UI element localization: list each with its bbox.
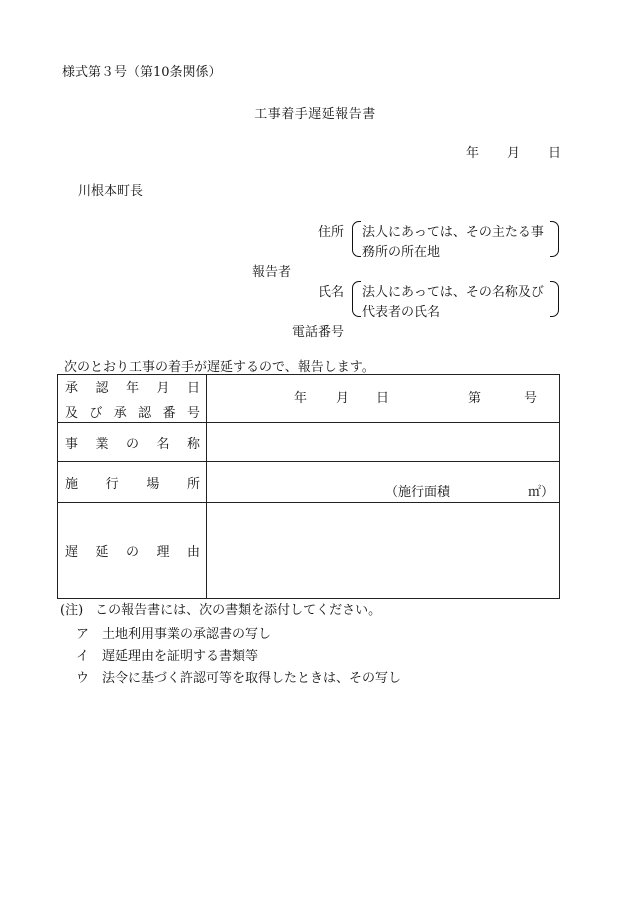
note-key: ア xyxy=(76,627,90,642)
project-name-value-cell[interactable] xyxy=(207,423,560,462)
name-note-line-1: 法人にあっては、その名称及び xyxy=(362,285,544,300)
intro-sentence: 次のとおり工事の着手が遅延するので、報告します。 xyxy=(64,360,375,375)
approval-label-cell xyxy=(58,375,207,423)
name-note-line-2: 代表者の氏名 xyxy=(362,305,441,320)
approval-go: 号 xyxy=(524,391,538,406)
address-bracket-right xyxy=(550,221,559,257)
notes-heading xyxy=(60,604,381,617)
location-label-cell xyxy=(58,462,207,503)
location-value-cell[interactable] xyxy=(207,462,560,503)
notes-mark: (注) xyxy=(60,603,84,618)
reason-value-cell[interactable] xyxy=(207,503,560,599)
note-text: 土地利用事業の承認書の写し xyxy=(102,627,272,642)
note-key: イ xyxy=(76,649,90,664)
phone-label: 電話番号 xyxy=(292,325,345,340)
note-text: 法令に基づく許認可等を取得したときは、その写し xyxy=(102,671,402,686)
approval-day: 日 xyxy=(376,391,390,406)
approval-value-cell[interactable] xyxy=(207,375,560,423)
note-item xyxy=(76,628,271,641)
address-note-line-2: 務所の所在地 xyxy=(362,245,441,260)
project-name-label-cell xyxy=(58,423,207,462)
approval-year: 年 xyxy=(294,391,308,406)
reason-label: 遅 延 の 理 由 xyxy=(65,545,200,560)
report-table xyxy=(57,374,560,599)
reason-label-cell xyxy=(58,503,207,599)
date-month: 月 xyxy=(507,146,521,161)
form-number: 様式第３号（第10条関係） xyxy=(62,65,222,80)
notes-heading-text: この報告書には、次の書類を添付してください。 xyxy=(95,603,382,618)
approval-label-line-1: 承 認 年 月 日 xyxy=(65,380,200,396)
name-label: 氏名 xyxy=(318,285,345,300)
area-unit: ㎡） xyxy=(528,485,555,500)
note-item xyxy=(76,672,401,685)
note-text: 遅延理由を証明する書類等 xyxy=(102,649,259,664)
address-bracket-left xyxy=(352,221,361,257)
date-day: 日 xyxy=(548,146,562,161)
approval-month: 月 xyxy=(336,391,350,406)
approval-dai: 第 xyxy=(468,391,482,406)
name-bracket-right xyxy=(550,281,559,317)
document-title: 工事着手遅延報告書 xyxy=(254,107,376,122)
address-label: 住所 xyxy=(318,225,345,240)
project-name-label: 事 業 の 名 称 xyxy=(65,436,200,452)
addressee: 川根本町長 xyxy=(78,184,144,199)
report-date xyxy=(466,147,561,160)
area-label: （施行面積 xyxy=(385,485,451,500)
address-note-line-1: 法人にあっては、その主たる事 xyxy=(362,225,544,240)
name-bracket-left xyxy=(352,281,361,317)
reporter-label: 報告者 xyxy=(252,265,292,280)
location-label: 施 行 場 所 xyxy=(65,476,200,492)
approval-label-line-2: 及 び 承 認 番 号 xyxy=(65,405,200,421)
note-item xyxy=(76,650,258,663)
note-key: ウ xyxy=(76,671,90,686)
date-year: 年 xyxy=(466,146,480,161)
